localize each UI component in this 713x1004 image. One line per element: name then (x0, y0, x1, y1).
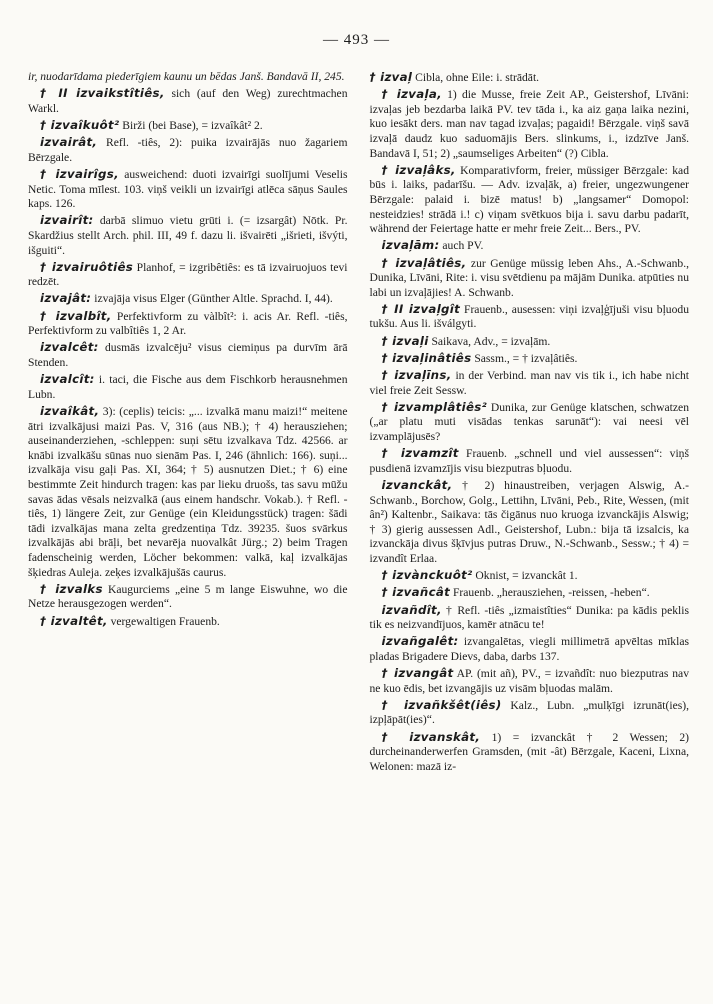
dictionary-entry (28, 340, 348, 370)
entry-headword: † izvangât (381, 666, 454, 681)
entry-definition: Komparativform, freier, müssiger Bērzgale: kad būs i. laiks, padarīšu. — Adv. izvaļāk, a) freier, ungezwungener Bērzgale: palaid i. bizē matus! b) „langsamer“ Domopol: nesteidzies! strādā i.! c) viņam svētkuos bija i. savu darbu padarīt, während der Feiertage hatte er mehr freie Zeit... Bers., PV. (369, 163, 689, 236)
entry-definition: Frauenb. „herausziehen, -reissen, -heben“. (450, 586, 650, 600)
entry-definition: 1) die Musse, freie Zeit AP., Geistershof, Līvāni: izvaļas jeb bezdarba laikā PV. tev tāda i., ka aiz gaņa laika nezini, kuo iesākt ders. man nav tagad izvaļas; pagaidi! Bērzgale. viņš savā izvaļā daudz kuo saduomājis Bers. slinkums, i., izdzīve Janš. Bandavā I, 51; 2) „saumseliges Arbeiten“ (?) Cibla. (369, 88, 689, 160)
entry-headword: † izvaļâks, (381, 162, 456, 177)
entry-definition: Birži (bei Base), = izvaîkât² 2. (119, 118, 263, 132)
dictionary-entry (370, 351, 690, 367)
entry-definition: † Refl. -tiês „izmaistîties“ Dunika: pa kādis peklis tik es neizvandījuos, kamēr atnācu te! (369, 603, 689, 632)
entry-definition: zur Genüge müssig leben Ahs., A.-Schwanb., Dunika, Līvāni, Rite: i. visu svētdienu pa mājām Dunika. atpūties nu labi un izvaļājies! A. Schwanb. (369, 256, 689, 299)
entry-definition: in der Verbind. man nav vis tik i., ich habe nicht viel freie Zeit Sessw. (369, 369, 689, 397)
entry-definition: † 2) hinaustreiben, verjagen Alswig, A.-Schwanb., Borchow, Golg., Lettihn, Līvāni, Peb., Rite, Wessen, (mit ân²) Kaltenbr., Saikava: tās čigānus nuo kruoga izvanckājis Alswig; † 3) gierig aussessen Adl., Geistershof, Lubn.: bija tā izsalcis, ka izvanckāja divus šķīvjus putras Druw., N.-Schwanb., Sessw.; † 4) = izvandît Erlaa. (369, 478, 689, 565)
entry-definition: 1) = izvanckât † 2 Wessen; 2) durcheinanderwerfen Gramsden, (mit -ât) Bērzgale, Kaceni, Lixna, Welonen: mazā iz- (369, 730, 689, 773)
dictionary-entry (370, 238, 690, 254)
entry-headword: † izvañkšêt(iês) (381, 697, 502, 712)
entry-headword: † izvaļīns, (381, 368, 452, 383)
entry-headword: izvaîkât, (40, 404, 100, 418)
entry-definition: Perfektivform zu vàlbît²: i. acis Ar. Refl. -tiês, Perfektivform zu valbîtiês 1, 2 Ar. (28, 309, 348, 338)
entry-definition: Cibla, ohne Eile: i. strādāt. (412, 71, 540, 84)
dictionary-entry (28, 260, 348, 290)
entry-definition: i. taci, die Fische aus dem Fischkorb herausnehmen Lubn. (28, 373, 348, 401)
dictionary-entry (370, 87, 690, 161)
dictionary-entry (28, 167, 348, 212)
entry-headword: † izvalbît, (40, 308, 112, 323)
entry-definition: Sassm., = † izvaļâtiês. (471, 351, 578, 365)
dictionary-entry (370, 334, 690, 350)
dictionary-entry (28, 614, 348, 630)
entry-definition: Frauenb. „schnell und viel aussessen“: viņš pusdienā izvamzījis visu biezputras bļuodu. (369, 447, 689, 475)
dictionary-entry (370, 603, 690, 633)
entry-definition: darbā slimuo vietu grūti i. (= izsargât) Nōtk. Pr. Skardžius stellt Arch. phil. III, 49 f. dazu li. išvairēti „išrieti, išvýti, išguiti“. (28, 214, 348, 257)
entry-definition: auch PV. (439, 239, 484, 253)
entry-headword: izvalcît: (40, 372, 95, 387)
dictionary-entry (370, 368, 690, 398)
entry-headword: † izvairuôtiês (40, 259, 134, 274)
dictionary-entry (370, 302, 690, 332)
entry-headword: izvañgalêt: (381, 634, 459, 649)
dictionary-entry (28, 582, 348, 612)
entry-definition: Kaugurciems „eine 5 m lange Eiswuhne, wo die Netze herausgezogen werden“. (28, 582, 348, 611)
entry-definition: Refl. -tiês, 2): puika izvairājās nuo žagariem Bērzgale. (28, 136, 348, 164)
page-number: — 493 — (323, 32, 390, 48)
dictionary-entry (28, 309, 348, 339)
entry-definition: Planhof, = izgribêtiês: es tā izvairuojuos tevi redzēt. (28, 260, 348, 289)
entry-headword: † izvaļa, (381, 87, 442, 102)
entry-headword: izvairât, (40, 135, 98, 150)
dictionary-entry (370, 446, 690, 476)
entry-headword: † izvànckuôt² (381, 568, 473, 583)
entry-definition: Saikava, Adv., = izvaļām. (428, 334, 551, 348)
dictionary-entry (28, 404, 348, 580)
entry-headword: † II izvaikstîtiês, (40, 86, 165, 101)
entry-headword: izvalcêt: (40, 340, 99, 355)
entry-headword: † izvaļ (369, 70, 413, 84)
entry-headword: † izvamplâtiês² (381, 399, 488, 414)
entry-definition: Frauenb., ausessen: viņi izvaļģījuši visu bļuodu tukšu. Aus li. išválgyti. (369, 302, 689, 331)
entry-headword: izvaļām: (381, 238, 440, 253)
dictionary-entry (370, 256, 690, 301)
dictionary-entry (370, 730, 690, 775)
entry-definition: Dunika, zur Genüge klatschen, schwatzen („ar platu muti visādas tenkas sarunāt“): vai neesi vēl izvamplājusēs? (369, 400, 689, 443)
dictionary-entry (28, 118, 348, 134)
entry-headword: † izvairîgs, (40, 166, 119, 181)
entry-definition: sich (auf den Weg) zurechtmachen Warkl. (28, 87, 348, 115)
entry-definition: Kalz., Lubn. „mulķīgi izrunāt(ies), izpļāpāt(ies)“. (369, 698, 689, 727)
dictionary-entry (28, 213, 348, 258)
dictionary-entry (28, 372, 348, 402)
entry-definition: dusmās izvalcēju² visus ciemiņus pa durvīm ārā Stenden. (28, 341, 348, 370)
entry-headword: izvanckât, (381, 477, 453, 492)
entry-definition: AP. (mit añ), PV., = izvañdît: nuo biezputras nav ne kuo ēdis, bet izvangājis uz visām bļuodas malām. (369, 667, 689, 695)
entry-definition: vergewaltigen Frauenb. (107, 614, 220, 628)
left-column (28, 70, 348, 776)
entry-headword: † izvaîkuôt² (40, 117, 120, 132)
entry-headword: † izvamzît (381, 446, 459, 461)
dictionary-entry (28, 135, 348, 165)
entry-definition: Oknist, = izvanckât 1. (472, 569, 578, 583)
entry-definition: ir, nuodarīdama piederīgiem kaunu un bēdas Janš. Bandavā II, 245. (28, 70, 345, 83)
entry-headword: † izvaļinâtiês (381, 350, 472, 365)
entry-definition: 3): (ceplis) teicis: „... izvalkā manu maizi!“ meitene ātri izvalkājusi maizi Pas. V, 316 (aus NB.); † 4) herausziehen; auseinanderziehen, -schleppen: suņi sētu izvalkava Tdz. 42566. ar knābi izvalkāšu sūnas nuo sienām Pas. I, 246 (ähnlich: 166). suņi... izvalkāja visu gaļi Pas. XI, 364; † 5) ausnutzen Diet.; † 6) eine bestimmte Zeit hindurch tragen: kas par lieku druošs, tas savu mūžu savas ādas vēsals neizvalkā (aus einem handschr. Vokab.). † Refl. -tiês, 1) längere Zeit, zur Genüge (ein Kleidungsstück) tragen: šādi tādi izvalkājas mana zelta gredzentiņa Tdz. 39235. šuos svārkus izvalkājās abi brāļi, bet nevarēja nuovalkât Jürg.; 2) beim Tragen fadenscheinig werden, Löcher bekommen: valkā, kaļ izvalkājas šķiedras Auleja. zeķes izvalkājušās caurus. (28, 405, 348, 579)
entry-headword: † II izvaļgît (381, 301, 461, 316)
entry-headword: izvañdît, (381, 602, 442, 617)
columns (28, 70, 689, 776)
dictionary-entry (28, 70, 348, 85)
entry-headword: izvajât: (40, 291, 92, 306)
entry-headword: † izvaltêt, (40, 613, 108, 628)
dictionary-entry (370, 585, 690, 601)
dictionary-entry (28, 291, 348, 307)
entry-headword: † izvanskât, (381, 729, 481, 744)
entry-definition: izvangalētas, viegli millimetrā apvēltas mīklas pladas Brigadere Dievs, daba, darbs 137. (369, 635, 689, 663)
entry-definition: izvajāja visus Elger (Günther Altle. Sprachd. I, 44). (91, 292, 333, 306)
dictionary-entry (370, 70, 690, 86)
dictionary-entry (370, 163, 690, 237)
entry-headword: † izvaļâtiês, (381, 255, 467, 270)
dictionary-entry (370, 478, 690, 567)
dictionary-entry (370, 400, 690, 445)
dictionary-entry (370, 698, 690, 728)
dictionary-entry (370, 568, 690, 584)
dictionary-entry (370, 666, 690, 696)
right-column (370, 70, 690, 776)
entry-headword: † izvaļi (381, 333, 429, 348)
entry-definition: ausweichend: duoti izvairīgi suolījumi Veselis Netic. Toma mīlest. 103. viņš veikli un izvairīgi atlēca sāņus Saules kaps. 126. (28, 167, 348, 211)
entry-headword: izvairît: (40, 213, 94, 228)
entry-headword: † izvalks (40, 581, 103, 596)
dictionary-entry (28, 86, 348, 116)
dictionary-entry (370, 634, 690, 664)
entry-headword: † izvañcât (381, 585, 451, 600)
